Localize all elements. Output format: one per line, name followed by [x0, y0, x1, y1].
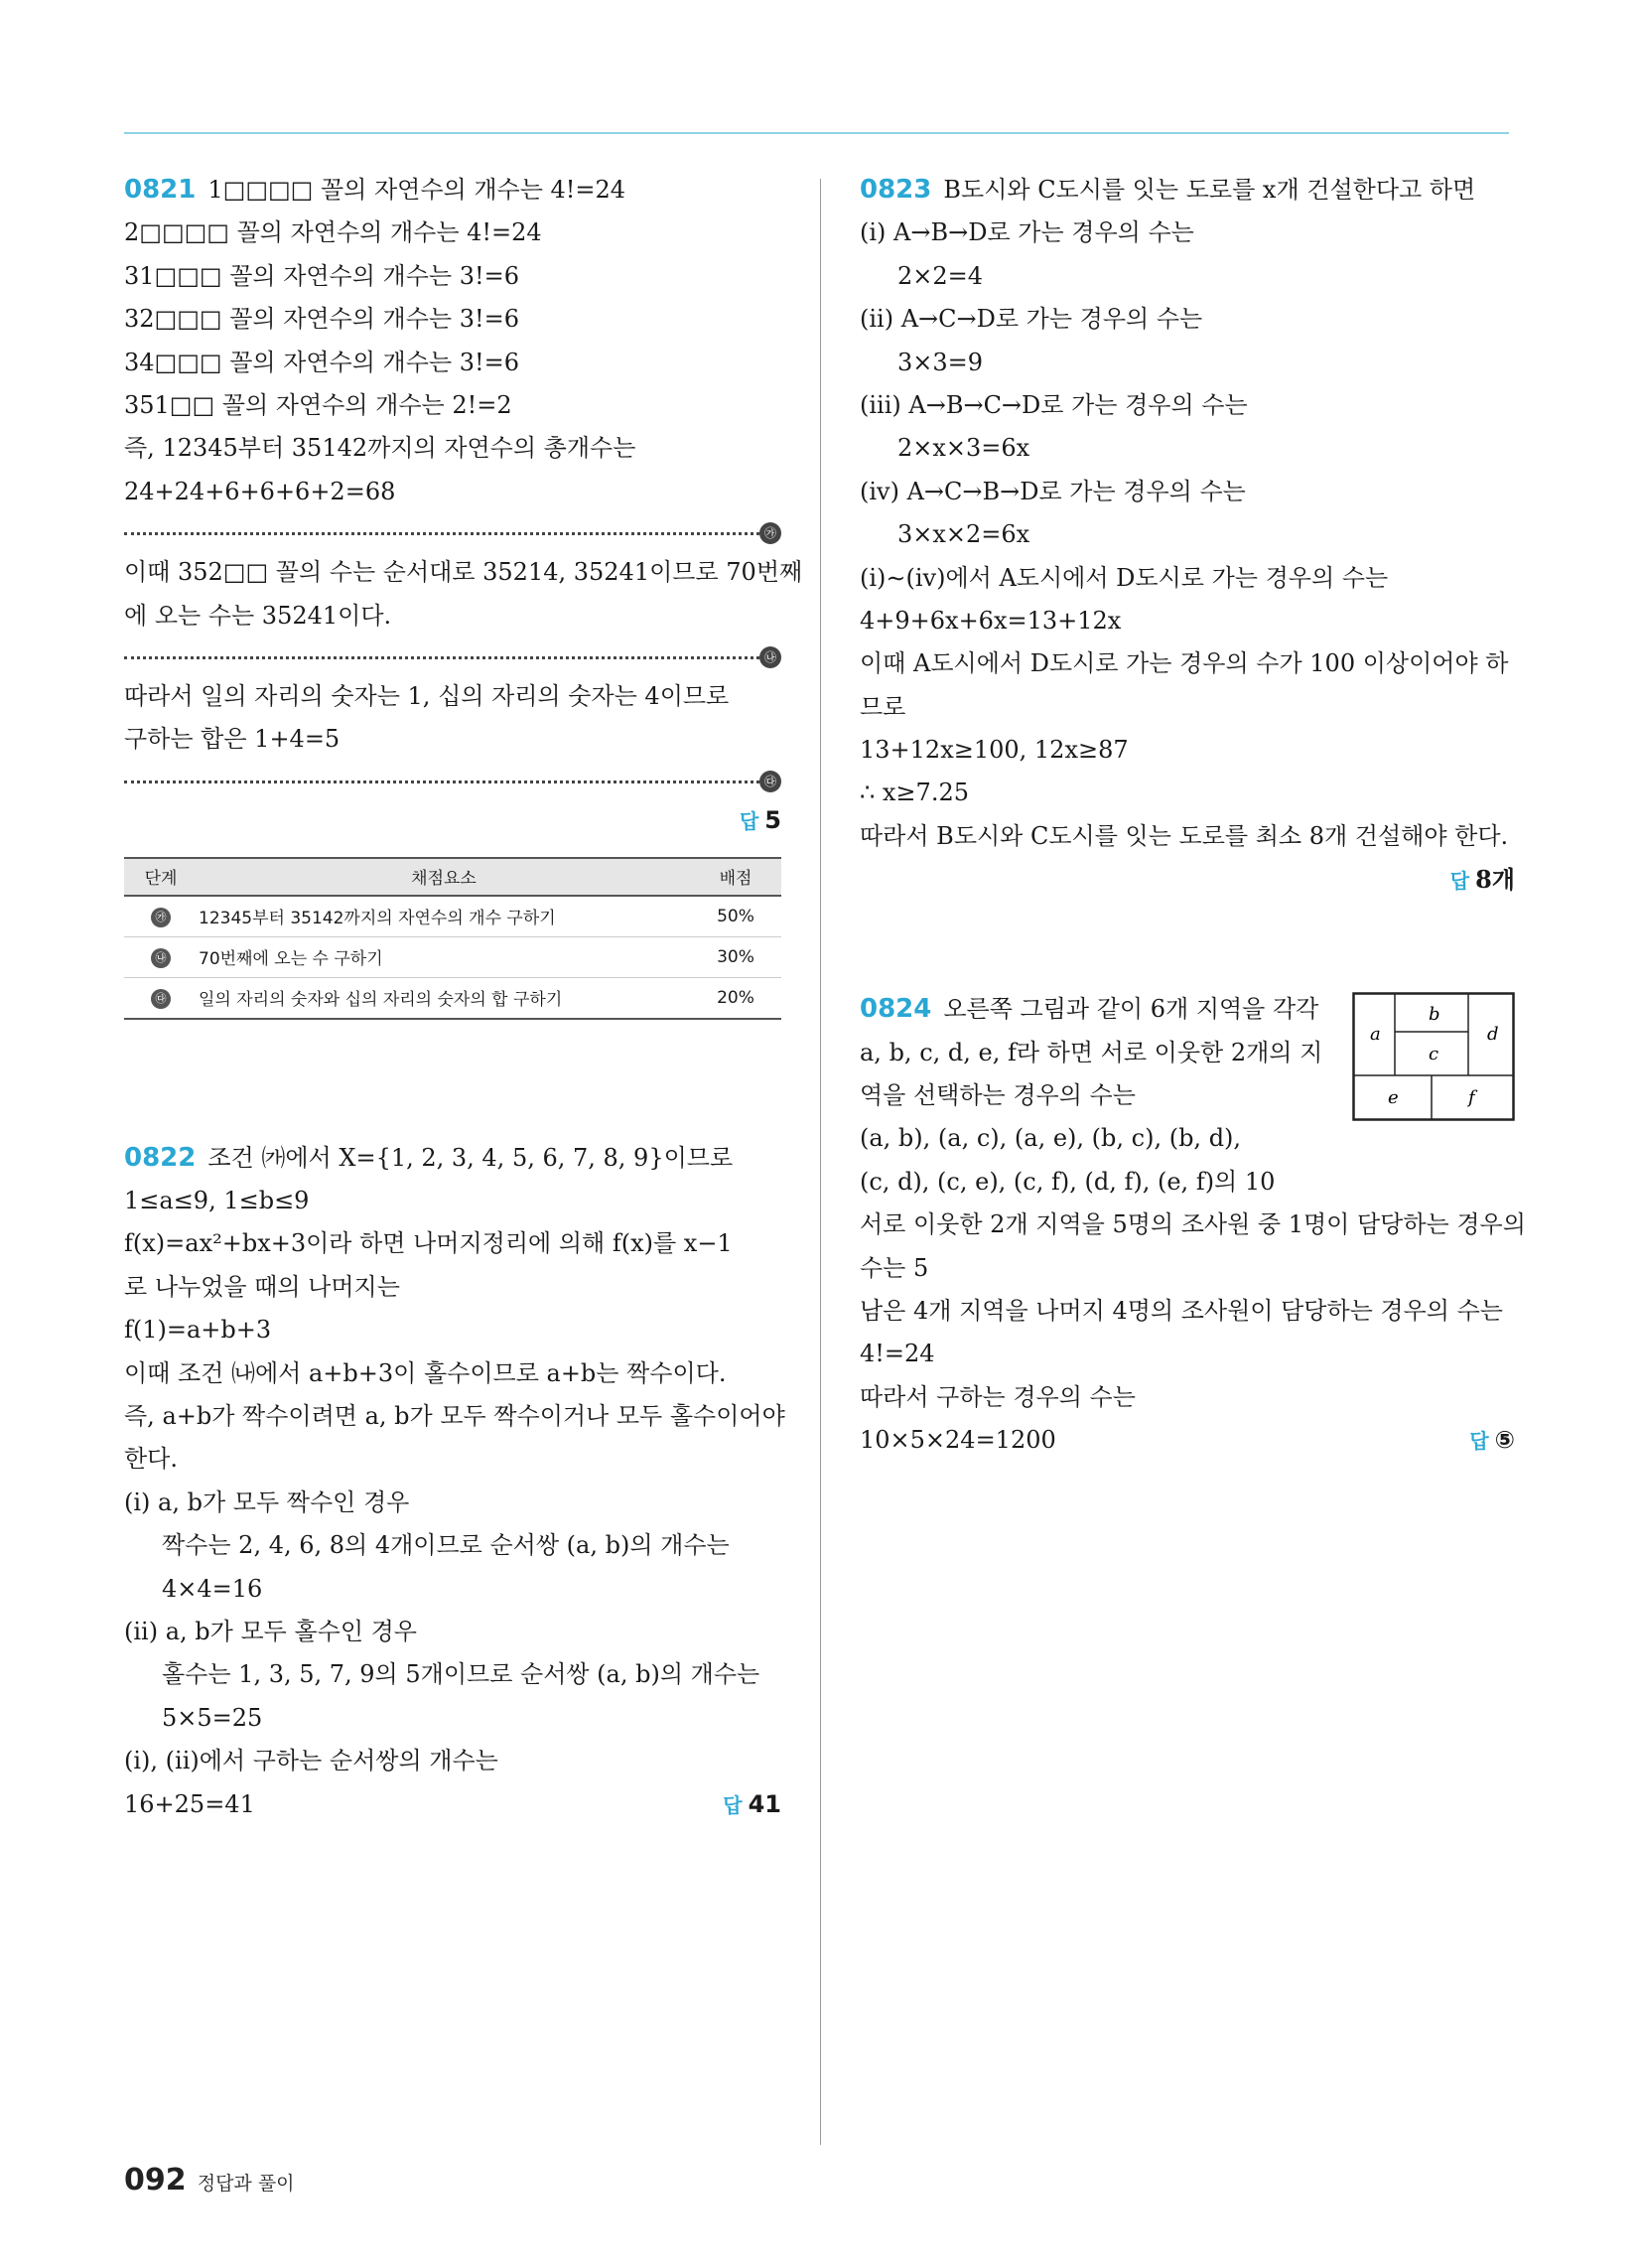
- region-label-a: a: [1370, 1024, 1381, 1046]
- footer-title: 정답과 풀이: [197, 2173, 295, 2195]
- solution-line: 0824 오른쪽 그림과 같이 6개 지역을 각각: [860, 994, 1319, 1025]
- table-cell: 50%: [690, 896, 781, 937]
- answer-value: 41: [748, 1789, 781, 1818]
- solution-line: 따라서 B도시와 C도시를 잇는 도로를 최소 8개 건설해야 한다.: [860, 821, 1509, 850]
- solution-line: (iii) A→B→C→D로 가는 경우의 수는: [860, 390, 1248, 419]
- right-column: [860, 169, 1526, 1463]
- solution-line: (i) A→B→D로 가는 경우의 수는: [860, 218, 1194, 247]
- solution-line: 0823 B도시와 C도시를 잇는 도로를 x개 건설한다고 하면: [860, 175, 1476, 205]
- solution-line: 즉, a+b가 짝수이려면 a, b가 모두 짝수이거나 모두 홀수이어야: [124, 1402, 785, 1431]
- stage-badge: ㉯: [151, 948, 171, 968]
- problem-0822: [124, 1137, 785, 1826]
- region-label-d: d: [1487, 1024, 1499, 1046]
- answer-label: 답: [723, 1792, 743, 1817]
- solution-line: 에 오는 수는 35241이다.: [124, 601, 392, 630]
- column-divider: [820, 179, 821, 2145]
- region-label-e: e: [1388, 1087, 1399, 1109]
- solution-line: 24+24+6+6+6+2=68: [124, 477, 396, 505]
- left-column: [124, 169, 803, 1826]
- solution-line: f(1)=a+b+3: [124, 1316, 272, 1345]
- problem-number: 0821: [124, 175, 197, 205]
- solution-line: 1≤a≤9, 1≤b≤9: [124, 1187, 310, 1215]
- solution-line: 4×4=16: [162, 1574, 263, 1603]
- solution-line: 남은 4개 지역을 나머지 4명의 조사원이 담당하는 경우의 수는: [860, 1296, 1503, 1325]
- problem-number: 0824: [860, 994, 932, 1025]
- region-label-c: c: [1429, 1044, 1439, 1065]
- solution-line: (iv) A→C→B→D로 가는 경우의 수는: [860, 477, 1246, 505]
- solution-line: 서로 이웃한 2개 지역을 5명의 조사원 중 1명이 담당하는 경우의: [860, 1210, 1526, 1239]
- scoring-table: [124, 857, 781, 1020]
- solution-line: 역을 선택하는 경우의 수는: [860, 1081, 1136, 1110]
- table-cell: 20%: [690, 977, 781, 1019]
- stage-badge: ㉮: [151, 908, 171, 927]
- solution-line: 31□□□ 꼴의 자연수의 개수는 3!=6: [124, 261, 520, 290]
- region-figure: [1352, 992, 1515, 1121]
- table-row: [124, 936, 781, 977]
- solution-line: 짝수는 2, 4, 6, 8의 4개이므로 순서쌍 (a, b)의 개수는: [162, 1531, 730, 1560]
- solution-line: 34□□□ 꼴의 자연수의 개수는 3!=6: [124, 348, 520, 376]
- solution-line: 므로: [860, 692, 906, 721]
- problem-0824: [860, 988, 1526, 1462]
- page-number: 092: [124, 2163, 187, 2197]
- solution-line: a, b, c, d, e, f라 하면 서로 이웃한 2개의 지: [860, 1038, 1323, 1066]
- step-separator: [124, 643, 781, 671]
- solution-line: (i) a, b가 모두 짝수인 경우: [124, 1488, 410, 1516]
- step-separator: [124, 768, 781, 795]
- solution-line: 10×5×24=1200 답 ⑤: [860, 1419, 1515, 1462]
- solution-line: 16+25=41 답 41: [124, 1783, 781, 1826]
- solution-line: 한다.: [124, 1445, 178, 1474]
- step-separator: [124, 519, 781, 547]
- solution-line: 32□□□ 꼴의 자연수의 개수는 3!=6: [124, 305, 520, 334]
- table-row: [124, 977, 781, 1019]
- solution-line: 따라서 구하는 경우의 수는: [860, 1382, 1136, 1411]
- answer-value: 5: [764, 805, 781, 834]
- solution-line: 따라서 일의 자리의 숫자는 1, 십의 자리의 숫자는 4이므로: [124, 681, 730, 710]
- region-label-f: f: [1468, 1087, 1475, 1109]
- table-cell: 일의 자리의 숫자와 십의 자리의 숫자의 합 구하기: [198, 977, 690, 1019]
- solution-line: 이때 352□□ 꼴의 수는 순서대로 35214, 35241이므로 70번째: [124, 558, 803, 587]
- page-footer: [124, 2163, 295, 2197]
- answer-value: 8개: [1475, 865, 1515, 895]
- problem-number: 0823: [860, 175, 932, 205]
- solution-line: (c, d), (c, e), (c, f), (d, f), (e, f)의 10: [860, 1167, 1276, 1196]
- solution-line: 5×5=25: [162, 1703, 263, 1732]
- table-cell: 30%: [690, 936, 781, 977]
- solution-line: 이때 A도시에서 D도시로 가는 경우의 수가 100 이상이어야 하: [860, 649, 1509, 678]
- table-header: 채점요소: [198, 858, 690, 896]
- solution-line: 2×2=4: [897, 261, 984, 290]
- solution-line: ∴ x≥7.25: [860, 779, 969, 807]
- solution-line: 4!=24: [860, 1340, 935, 1368]
- solution-line: 2×x×3=6x: [897, 434, 1030, 463]
- table-header: 배점: [690, 858, 781, 896]
- solution-line: (ii) a, b가 모두 홀수인 경우: [124, 1617, 417, 1645]
- answer-label: 답: [1449, 869, 1470, 894]
- answer: [860, 858, 1515, 903]
- solution-line: 0822 조건 ㈎에서 X={1, 2, 3, 4, 5, 6, 7, 8, 9}이므로: [124, 1142, 734, 1173]
- answer-value: ⑤: [1494, 1426, 1515, 1455]
- problem-number: 0822: [124, 1142, 197, 1173]
- solution-line: 0821 1□□□□ 꼴의 자연수의 개수는 4!=24: [124, 175, 626, 205]
- solution-line: 즉, 12345부터 35142까지의 자연수의 총개수는: [124, 434, 636, 463]
- stage-badge: ㉰: [151, 989, 171, 1009]
- region-label-b: b: [1429, 1004, 1440, 1026]
- solution-line: 3×x×2=6x: [897, 520, 1030, 549]
- answer: [723, 1783, 781, 1827]
- solution-line: 2□□□□ 꼴의 자연수의 개수는 4!=24: [124, 218, 542, 247]
- answer: [124, 799, 781, 843]
- answer-label: 답: [1469, 1429, 1489, 1454]
- step-marker: ㉰: [759, 771, 781, 792]
- problem-0821: [124, 169, 803, 1020]
- solution-line: 13+12x≥100, 12x≥87: [860, 736, 1129, 765]
- step-marker: ㉮: [759, 522, 781, 544]
- solution-line: 수는 5: [860, 1253, 929, 1282]
- table-cell: 12345부터 35142까지의 자연수의 개수 구하기: [198, 896, 690, 937]
- solution-line: 4+9+6x+6x=13+12x: [860, 606, 1122, 635]
- header-rule: [124, 132, 1509, 134]
- answer-label: 답: [739, 808, 759, 833]
- solution-line: (a, b), (a, c), (a, e), (b, c), (b, d),: [860, 1124, 1242, 1153]
- table-cell: 70번째에 오는 수 구하기: [198, 936, 690, 977]
- solution-line: (ii) A→C→D로 가는 경우의 수는: [860, 305, 1203, 334]
- solution-line: 구하는 합은 1+4=5: [124, 725, 341, 754]
- solution-line: 351□□ 꼴의 자연수의 개수는 2!=2: [124, 390, 512, 419]
- solution-line: 로 나누었을 때의 나머지는: [124, 1272, 400, 1301]
- table-header: 단계: [124, 858, 198, 896]
- solution-line: 이때 조건 ㈏에서 a+b+3이 홀수이므로 a+b는 짝수이다.: [124, 1358, 727, 1387]
- problem-0823: [860, 169, 1515, 903]
- answer: [1469, 1419, 1515, 1463]
- solution-line: 홀수는 1, 3, 5, 7, 9의 5개이므로 순서쌍 (a, b)의 개수는: [162, 1660, 760, 1689]
- solution-line: (i)∼(iv)에서 A도시에서 D도시로 가는 경우의 수는: [860, 563, 1389, 592]
- solution-line: 3×3=9: [897, 348, 984, 376]
- step-marker: ㉯: [759, 646, 781, 668]
- table-row: [124, 896, 781, 937]
- solution-line: f(x)=ax²+bx+3이라 하면 나머지정리에 의해 f(x)를 x−1: [124, 1229, 733, 1258]
- solution-line: (i), (ii)에서 구하는 순서쌍의 개수는: [124, 1747, 498, 1775]
